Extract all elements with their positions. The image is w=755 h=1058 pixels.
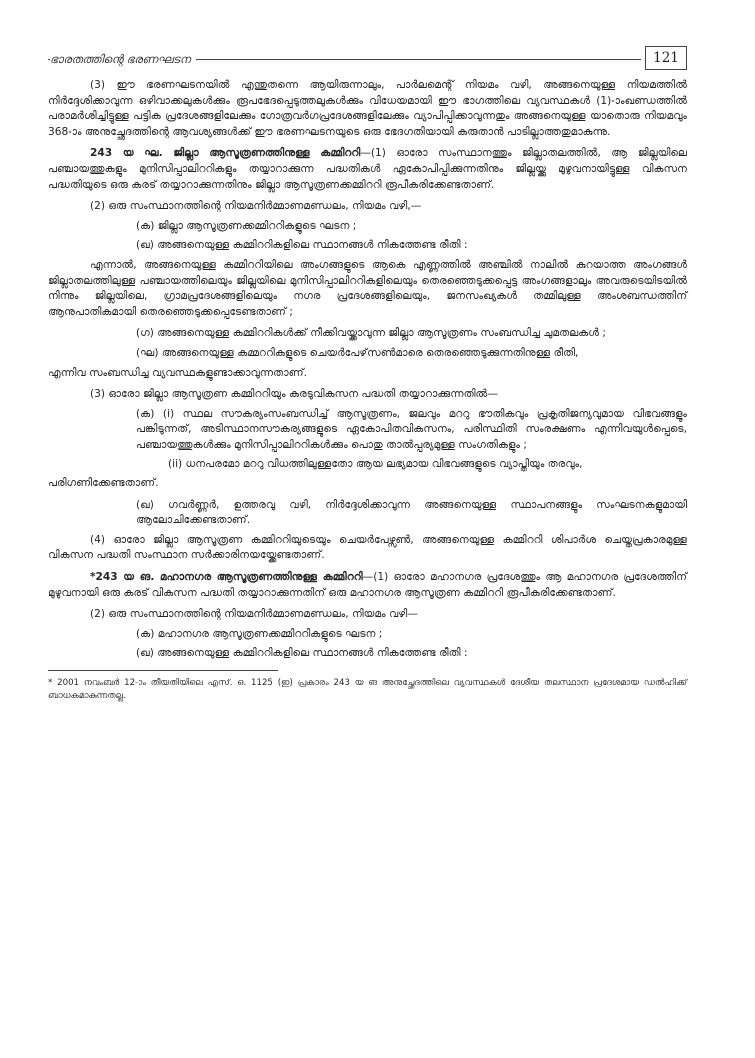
footnote: * 2001 നവംബർ 12-ാം തീയതിയിലെ എസ്. ഒ. 1125 (ഇ) പ്രകാരം 243 യ ങ അനുച്ഛേദത്തിലെ വ്യവസ്ഥകൾ ദേശീയ തലസ്ഥാന പ്രദേശമായ ഡൽഹിക്ക് ബാധകമാകുന്നതല്ല. xyxy=(48,678,687,701)
proviso: എന്നാൽ, അങ്ങനെയുള്ള കമ്മിററിയിലെ അംഗങ്ങളുടെ ആകെ എണ്ണത്തിൽ അഞ്ചിൽ നാലിൽ കുറയാത്ത അംഗങ്ങൾ ജില്ലാതലത്തിലുള്ള പഞ്ചായത്തിലെയും ജില്ലയിലെ മുനിസിപ്പാലിററികളിലെയും തെരഞ്ഞെടുക്കപ്പെട്ട അംഗങ്ങളാലും അവരുടെയിടയിൽ നിന്നും ജില്ലയിലെ, ഗ്രാമപ്രദേശങ്ങളിലെയും നഗര പ്രദേശങ്ങളിലെയും, ജനസംഖ്യകൾ തമ്മിലുള്ള അംശബന്ധത്തിന് ആനുപാതികമായി തെരഞ്ഞെടുക്കപ്പെടേണ്ടതാണ് ; xyxy=(48,258,687,318)
clause-2-tail: എന്നിവ സംബന്ധിച്ച വ്യവസ്ഥകളുണ്ടാക്കാവുന്നതാണ്. xyxy=(48,366,307,379)
clause-3-ka-i: (ക) (i) സ്ഥല സൗകര്യംസംബന്ധിച്ച് ആസൂത്രണം, ജലവും മററു ഭൗതികവും പ്രകൃതിജന്യവുമായ വിഭവങ്ങളും പങ്കിടുന്നത്, അടിസ്ഥാനസൗകര്യങ്ങളുടെ ഏകോപിതവികസനം, പരിസ്ഥിതി സംരക്ഷണം എന്നിവയുൾപ്പെടെ, പഞ്ചായത്തുകൾക്കും മുനിസിപ്പാലിററികൾക്കും പൊതു താൽപ്പര്യമുള്ള സംഗതികളും ; xyxy=(136,407,687,451)
clause-3-ka-ii: (ii) ധനപരമോ മററു വിധത്തിലുള്ളതോ ആയ ലഭ്യമായ വിഭവങ്ങളുടെ വ്യാപ്തിയും തരവും, xyxy=(168,458,583,471)
page-body xyxy=(48,78,687,703)
clause-2-gha: (ഘ) അങ്ങനെയുള്ള കമ്മററികളുടെ ചെയർപേഴ്‌സൺമാരെ തെരഞ്ഞെടുക്കുന്നതിനുള്ള രീതി, xyxy=(136,346,579,359)
footnote-rule xyxy=(48,670,278,671)
clause-2-kha: (ഖ) അങ്ങനെയുള്ള കമ്മിററികളിലെ സ്ഥാനങ്ങൾ നികത്തേണ്ട രീതി : xyxy=(136,239,468,252)
metro-clause-2-ka: (ക) മഹാനഗര ആസൂത്രണക്കമ്മിററികളുടെ ഘടന ; xyxy=(136,627,383,640)
section-243ze-heading: *243 യ ങ. മഹാനഗര ആസൂത്രണത്തിനുള്ള കമ്മിററി xyxy=(90,571,363,584)
clause-2: (2) ഒരു സംസ്ഥാനത്തിന്റെ നിയമനിർമ്മാണമണ്ഡലം, നിയമം വഴി,— xyxy=(90,200,422,213)
clause-3: (3) ഓരോ ജില്ലാ ആസൂത്രണ കമ്മിററിയും കരടുവികസന പദ്ധതി തയ്യാറാക്കുന്നതിൽ— xyxy=(90,388,498,401)
section-243ze-body: —(1) ഓരോ മഹാനഗര പ്രദേശത്തും ആ മഹാനഗര പ്രദേശത്തിന് മുഴുവനായി ഒരു കരട് വികസന പദ്ധതി തയ്യാറാക്കുന്നതിന് ഒരു മഹാനഗര ആസൂത്രണ കമ്മിററി രൂപീകരിക്കേണ്ടതാണ്. xyxy=(48,571,687,599)
section-243zd-body: —(1) ഓരോ സംസ്ഥാനത്തും ജില്ലാതലത്തിൽ, ആ ജില്ലയിലെ പഞ്ചായത്തുകളും മുനിസിപ്പാലിററികളും തയ്യാറാക്കുന്ന പദ്ധതികൾ ഏകോപിപ്പിക്കുന്നതിനും ജില്ലയ്ക്കു മുഴുവനായിട്ടുള്ള വികസന പദ്ധതിയുടെ ഒരു കരട് തയ്യാറാക്കുന്നതിനും ജില്ലാ ആസൂത്രണക്കമ്മിററി രൂപീകരിക്കേണ്ടതാണ്. xyxy=(48,147,687,191)
clause-2-ka: (ക) ജില്ലാ ആസൂത്രണക്കമ്മിററികളുടെ ഘടന ; xyxy=(136,219,357,232)
clause-4: (4) ഓരോ ജില്ലാ ആസൂത്രണ കമ്മിററിയുടെയും ചെയർപേഴ്സൺ, അങ്ങനെയുള്ള കമ്മിററി ശിപാർശ ചെയ്തപ്രകാരമുള്ള വികസന പദ്ധതി സംസ്ഥാന സർക്കാരിനയയ്ക്കേണ്ടതാണ്. xyxy=(48,533,687,562)
section-243zd-heading: 243 യ ഘ. ജില്ലാ ആസൂത്രണത്തിനുള്ള കമ്മിററി xyxy=(90,147,361,160)
section-243zd xyxy=(48,146,687,193)
page-header xyxy=(48,34,687,78)
section-243ze xyxy=(48,570,687,601)
running-title: ഭാരതത്തിന്റെ ഭരണഘടന xyxy=(50,52,196,67)
metro-clause-2: (2) ഒരു സംസ്ഥാനത്തിന്റെ നിയമനിർമ്മാണമണ്ഡലം, നിയമം വഴി— xyxy=(90,608,418,621)
clause-3-kha: (ഖ) ഗവർണ്ണർ, ഉത്തരവു വഴി, നിർദ്ദേശിക്കാവുന്ന അങ്ങനെയുള്ള സ്ഥാപനങ്ങളും സംഘടനകളുമായി ആലോചിക്കേണ്ടതാണ്. xyxy=(136,498,687,527)
page-number: 121 xyxy=(645,46,687,70)
document-page xyxy=(0,34,755,1058)
paragraph-clause-3: (3) ഈ ഭരണഘടനയിൽ എന്തുതന്നെ ആയിരുന്നാലും, പാർലമെന്റ് നിയമം വഴി, അങ്ങനെയുള്ള നിയമത്തിൽ നിർദ്ദേശിക്കാവുന്ന ഒഴിവാക്കലുകൾക്കും രൂപഭേദപ്പെടുത്തലുകൾക്കും വിധേയമായി ഈ ഭാഗത്തിലെ വ്യവസ്ഥകൾ (1)-ാംഖണ്ഡത്തിൽ പരാമർശിച്ചിട്ടുള്ള പട്ടിക പ്രദേശങ്ങളിലേക്കും ഗോത്രവർഗപ്രദേശങ്ങളിലേക്കും വ്യാപിപ്പിക്കാവുന്നതും അങ്ങനെയുള്ള യാതൊരു നിയമവും 368-ാം അനുച്ഛേദത്തിന്റെ ആവശ്യങ്ങൾക്ക് ഈ ഭരണഘടനയുടെ ഒരു ഭേദഗതിയായി കരുതാൻ പാടില്ലാത്തതുമാകുന്നു. xyxy=(48,79,687,138)
metro-clause-2-kha: (ഖ) അങ്ങനെയുള്ള കമ്മിററികളിലെ സ്ഥാനങ്ങൾ നികത്തേണ്ട രീതി : xyxy=(136,647,468,660)
clause-2-ga: (ഗ) അങ്ങനെയുള്ള കമ്മിററികൾക്ക് നീക്കിവയ്ക്കാവുന്ന ജില്ലാ ആസൂത്രണം സംബന്ധിച്ച ചുമതലകൾ ; xyxy=(136,327,606,340)
clause-3-tail: പരിഗണിക്കേണ്ടതാണ്. xyxy=(48,477,159,490)
